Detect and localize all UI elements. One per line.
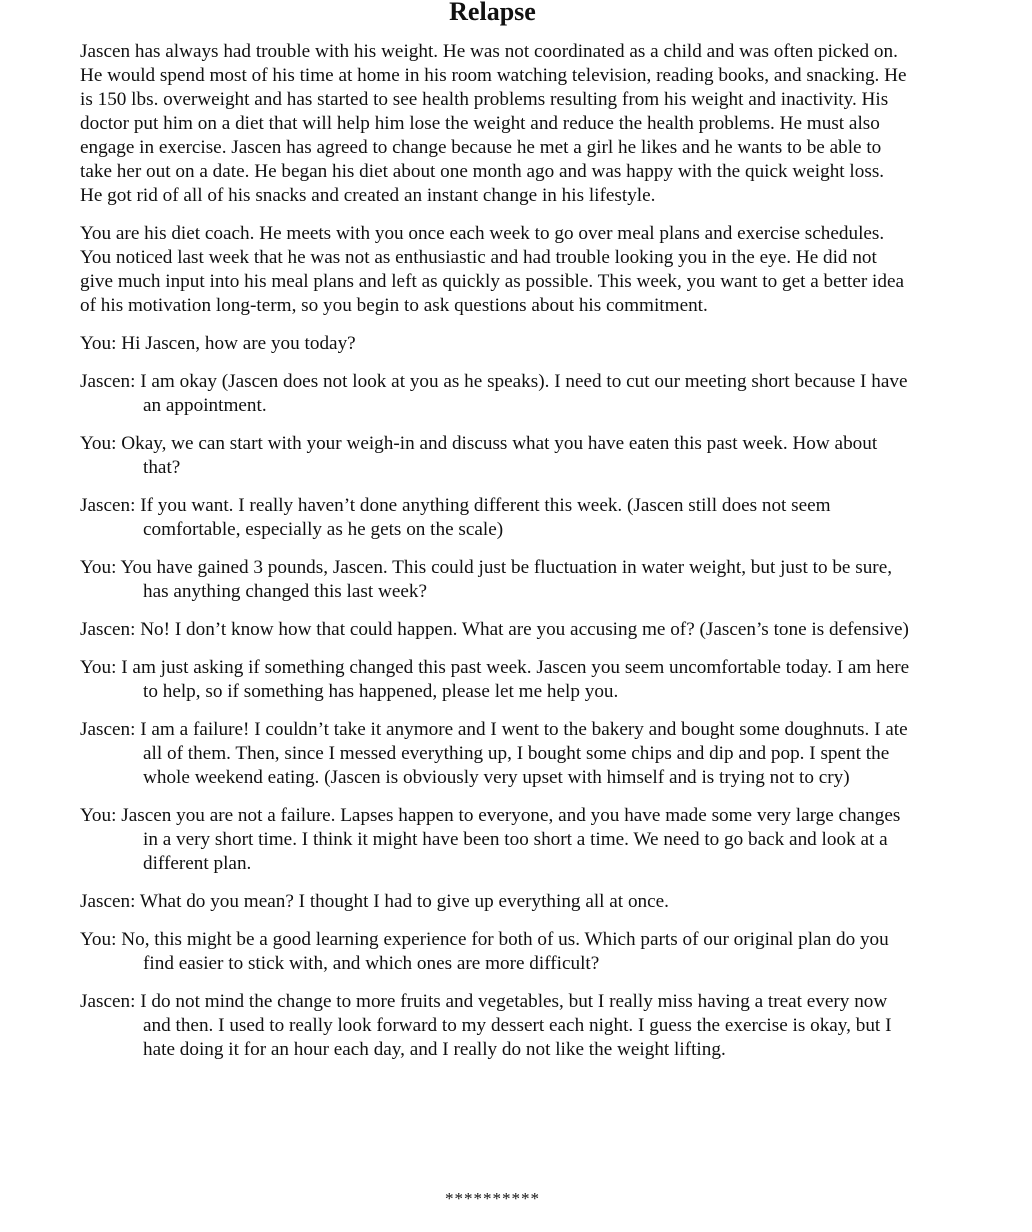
dialogue-line: You: I am just asking if something changed this past week. Jascen you seem uncomfortable today. I am here to help, so if something has happened, please let me help you. (80, 657, 910, 702)
intro-paragraph: You are his diet coach. He meets with you once each week to go over meal plans and exercise schedules. You noticed last week that he was not as enthusiastic and had trouble looking you in the eye. He did not give much input into his meal plans and left as quickly as possible. This week, you want to get a better idea of his motivation long-term, so you begin to ask questions about his commitment. (80, 223, 904, 316)
dialogue-line: You: You have gained 3 pounds, Jascen. This could just be fluctuation in water weight, but just to be sure, has anything changed this last week? (80, 557, 893, 602)
dialogue-line: Jascen: I am okay (Jascen does not look at you as he speaks). I need to cut our meeting short because I have an appointment. (80, 371, 908, 416)
document-body (80, 40, 910, 1076)
dialogue-line: Jascen: I do not mind the change to more fruits and vegetables, but I really miss having a treat every now and then. I used to really look forward to my dessert each night. I guess the exercise is okay, but I hate doing it for an hour each day, and I really do not like the weight lifting. (80, 991, 892, 1060)
dialogue-line: You: Jascen you are not a failure. Lapses happen to everyone, and you have made some very large changes in a very short time. I think it might have been too short a time. We need to go back and look at a different plan. (80, 805, 901, 874)
dialogue-line: You: Okay, we can start with your weigh-in and discuss what you have eaten this past week. How about that? (80, 433, 878, 478)
dialogue-line: Jascen: If you want. I really haven’t done anything different this week. (Jascen still does not seem comfortable, especially as he gets on the scale) (80, 495, 831, 540)
intro-paragraph: Jascen has always had trouble with his weight. He was not coordinated as a child and was often picked on. He would spend most of his time at home in his room watching television, reading books, and snacking. He is 150 lbs. overweight and has started to see health problems resulting from his weight and inactivity. His doctor put him on a diet that will help him lose the weight and reduce the health problems. He must also engage in exercise. Jascen has agreed to change because he met a girl he likes and he wants to be able to take her out on a date. He began his diet about one month ago and was happy with the quick weight loss. He got rid of all of his snacks and created an instant change in his lifestyle. (80, 41, 907, 206)
dialogue-line: Jascen: I am a failure! I couldn’t take it anymore and I went to the bakery and bought some doughnuts. I ate all of them. Then, since I messed everything up, I bought some chips and dip and pop. I spent the whole weekend eating. (Jascen is obviously very upset with himself and is trying not to cry) (80, 719, 908, 788)
dialogue-line: Jascen: What do you mean? I thought I had to give up everything all at once. (80, 891, 669, 912)
dialogue-line: Jascen: No! I don’t know how that could happen. What are you accusing me of? (Jascen’s tone is defensive) (80, 619, 909, 640)
dialogue-line: You: No, this might be a good learning experience for both of us. Which parts of our original plan do you find easier to stick with, and which ones are more difficult? (80, 929, 889, 974)
dialogue-line: You: Hi Jascen, how are you today? (80, 333, 356, 354)
page-title: Relapse (449, 0, 536, 26)
section-separator: ********** (445, 1189, 540, 1208)
